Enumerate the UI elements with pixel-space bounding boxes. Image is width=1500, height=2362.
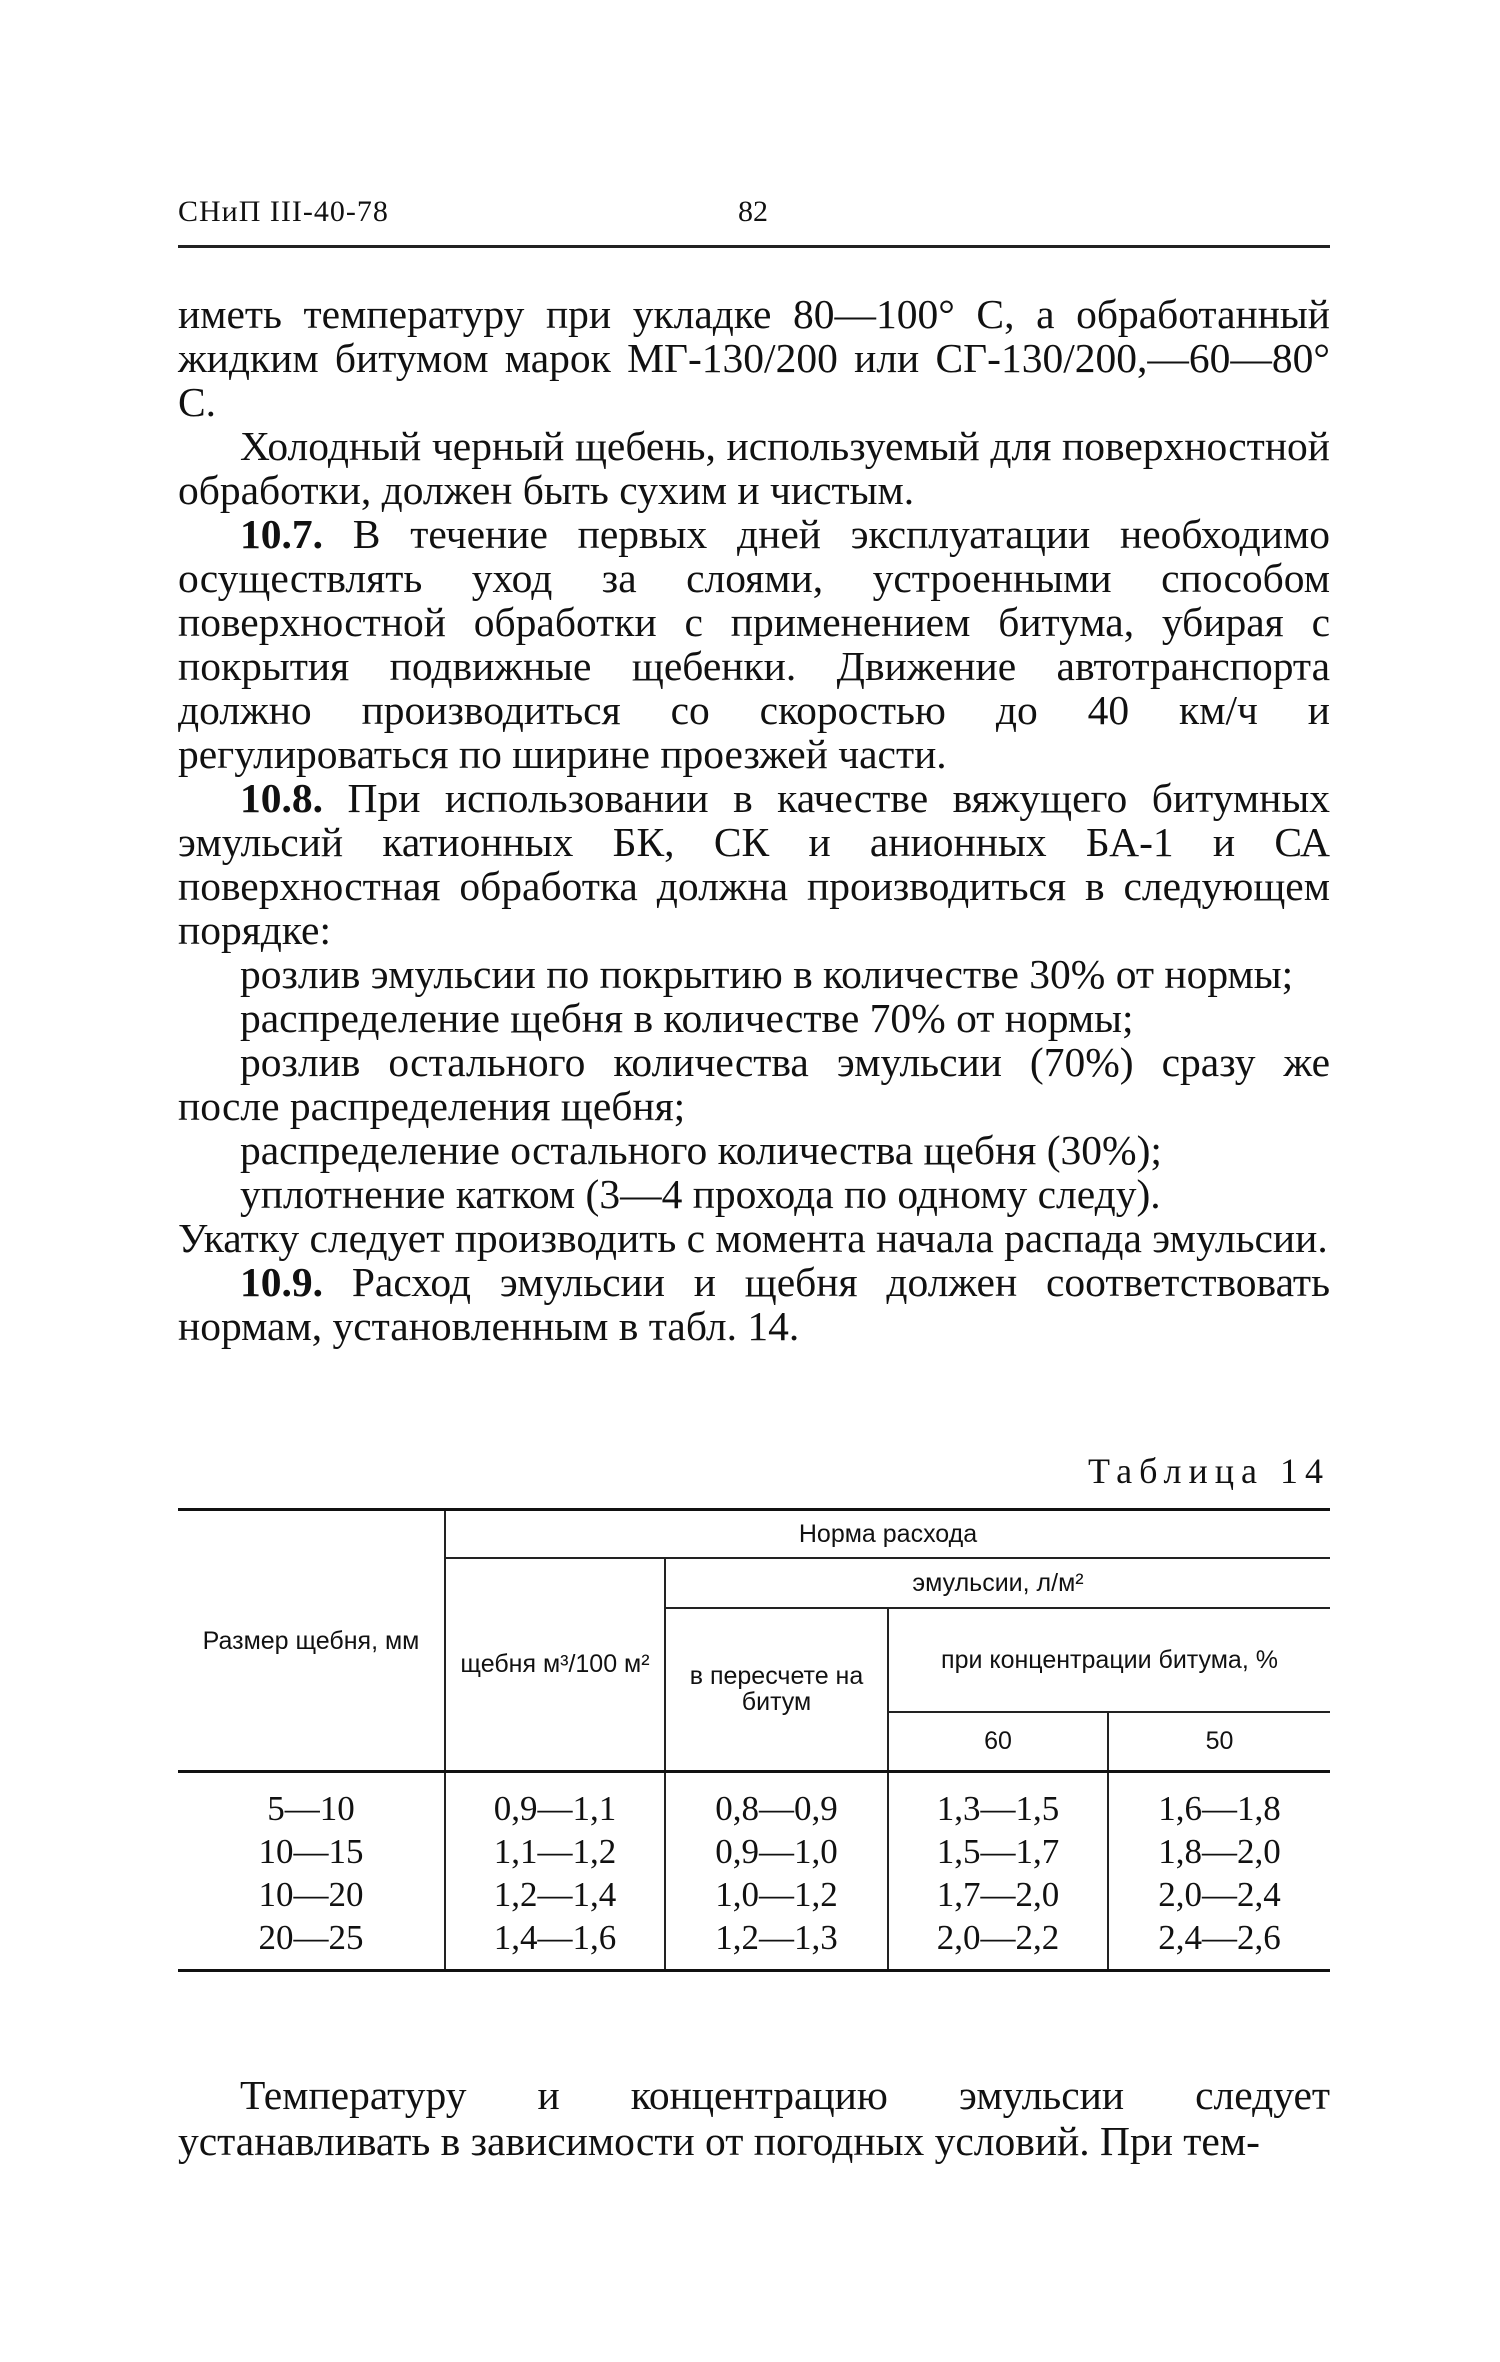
table-row <box>178 1830 1330 1873</box>
consumption-table <box>178 1508 1330 1972</box>
paragraph: Укатку следует производить с момента начала распада эмульсии. <box>178 1215 1328 1261</box>
header-rule <box>178 245 1330 248</box>
header-crushed-size: Размер щебня, мм <box>178 1510 445 1772</box>
table-cell: 2,4—2,6 <box>1108 1916 1330 1971</box>
header-consumption-norm: Норма расхода <box>445 1510 1330 1558</box>
paragraph: иметь температуру при укладке 80—100° С, а обработанный жидким битумом марок МГ-130/200 или СГ-130/200,—60—80° С. <box>178 291 1330 425</box>
list-item: уплотнение катком (3—4 прохода по одному следу). <box>240 1171 1161 1217</box>
table-row <box>178 1873 1330 1916</box>
header-concentration: при концентрации битума, % <box>888 1608 1330 1712</box>
list-item: распределение остального количества щебня (30%); <box>240 1127 1162 1173</box>
section-10-8: 10.8. При использовании в качестве вяжущего битумных эмульсий катионных БК, СК и анионных БА-1 и СА поверхностная обработка должна производиться в следующем порядке: <box>178 775 1330 953</box>
table-cell: 10—15 <box>178 1830 445 1873</box>
table-cell: 1,1—1,2 <box>445 1830 665 1873</box>
header-emulsion: эмульсии, л/м² <box>665 1558 1330 1608</box>
table-cell: 1,2—1,3 <box>665 1916 888 1971</box>
section-number: 10.8. <box>240 775 323 821</box>
list-item: распределение щебня в количестве 70% от нормы; <box>240 995 1134 1041</box>
table-cell: 1,6—1,8 <box>1108 1772 1330 1831</box>
header-bitumen-equivalent: в пересчете на битум <box>665 1608 888 1772</box>
table-cell: 1,8—2,0 <box>1108 1830 1330 1873</box>
page-header <box>178 195 1330 255</box>
table-cell: 1,5—1,7 <box>888 1830 1108 1873</box>
header-crushed-stone: щебня м³/100 м² <box>445 1558 665 1772</box>
table-row <box>178 1772 1330 1831</box>
section-number: 10.9. <box>240 1259 323 1305</box>
table-cell: 1,7—2,0 <box>888 1873 1108 1916</box>
header-60: 60 <box>888 1712 1108 1772</box>
header-50: 50 <box>1108 1712 1330 1772</box>
table-row <box>178 1916 1330 1971</box>
table-cell: 1,3—1,5 <box>888 1772 1108 1831</box>
paragraph: Холодный черный щебень, используемый для поверхностной обработки, должен быть сухим и чистым. <box>178 423 1330 513</box>
document-code: СНиП III-40-78 <box>178 195 389 228</box>
section-10-9: 10.9. Расход эмульсии и щебня должен соответствовать нормам, установленным в табл. 14. <box>178 1259 1330 1349</box>
page-number: 82 <box>738 195 768 228</box>
table-cell: 1,4—1,6 <box>445 1916 665 1971</box>
table-caption: Таблица 14 <box>1088 1451 1330 1491</box>
table-cell: 2,0—2,4 <box>1108 1873 1330 1916</box>
list-item: розлив эмульсии по покрытию в количестве 30% от нормы; <box>240 951 1294 997</box>
table-cell: 0,8—0,9 <box>665 1772 888 1831</box>
table-cell: 0,9—1,1 <box>445 1772 665 1831</box>
table-cell: 1,2—1,4 <box>445 1873 665 1916</box>
section-number: 10.7. <box>240 511 323 557</box>
closing-paragraph: Температуру и концентрацию эмульсии следует устанавливать в зависимости от погодных условий. При тем- <box>178 2072 1330 2164</box>
table-cell: 1,0—1,2 <box>665 1873 888 1916</box>
table-cell: 20—25 <box>178 1916 445 1971</box>
table-cell: 5—10 <box>178 1772 445 1831</box>
section-10-7: 10.7. В течение первых дней эксплуатации необходимо осуществлять уход за слоями, устроенными способом поверхностной обработки с применением битума, убирая с покрытия подвижные щебенки. Движение автотранспорта должно производиться со скоростью до 40 км/ч и регулироваться по ширине проезжей части. <box>178 511 1330 777</box>
table-cell: 2,0—2,2 <box>888 1916 1108 1971</box>
list-item: розлив остального количества эмульсии (70%) сразу же после распределения щебня; <box>178 1039 1330 1129</box>
table-cell: 0,9—1,0 <box>665 1830 888 1873</box>
table-cell: 10—20 <box>178 1873 445 1916</box>
body-text <box>178 292 1330 1348</box>
